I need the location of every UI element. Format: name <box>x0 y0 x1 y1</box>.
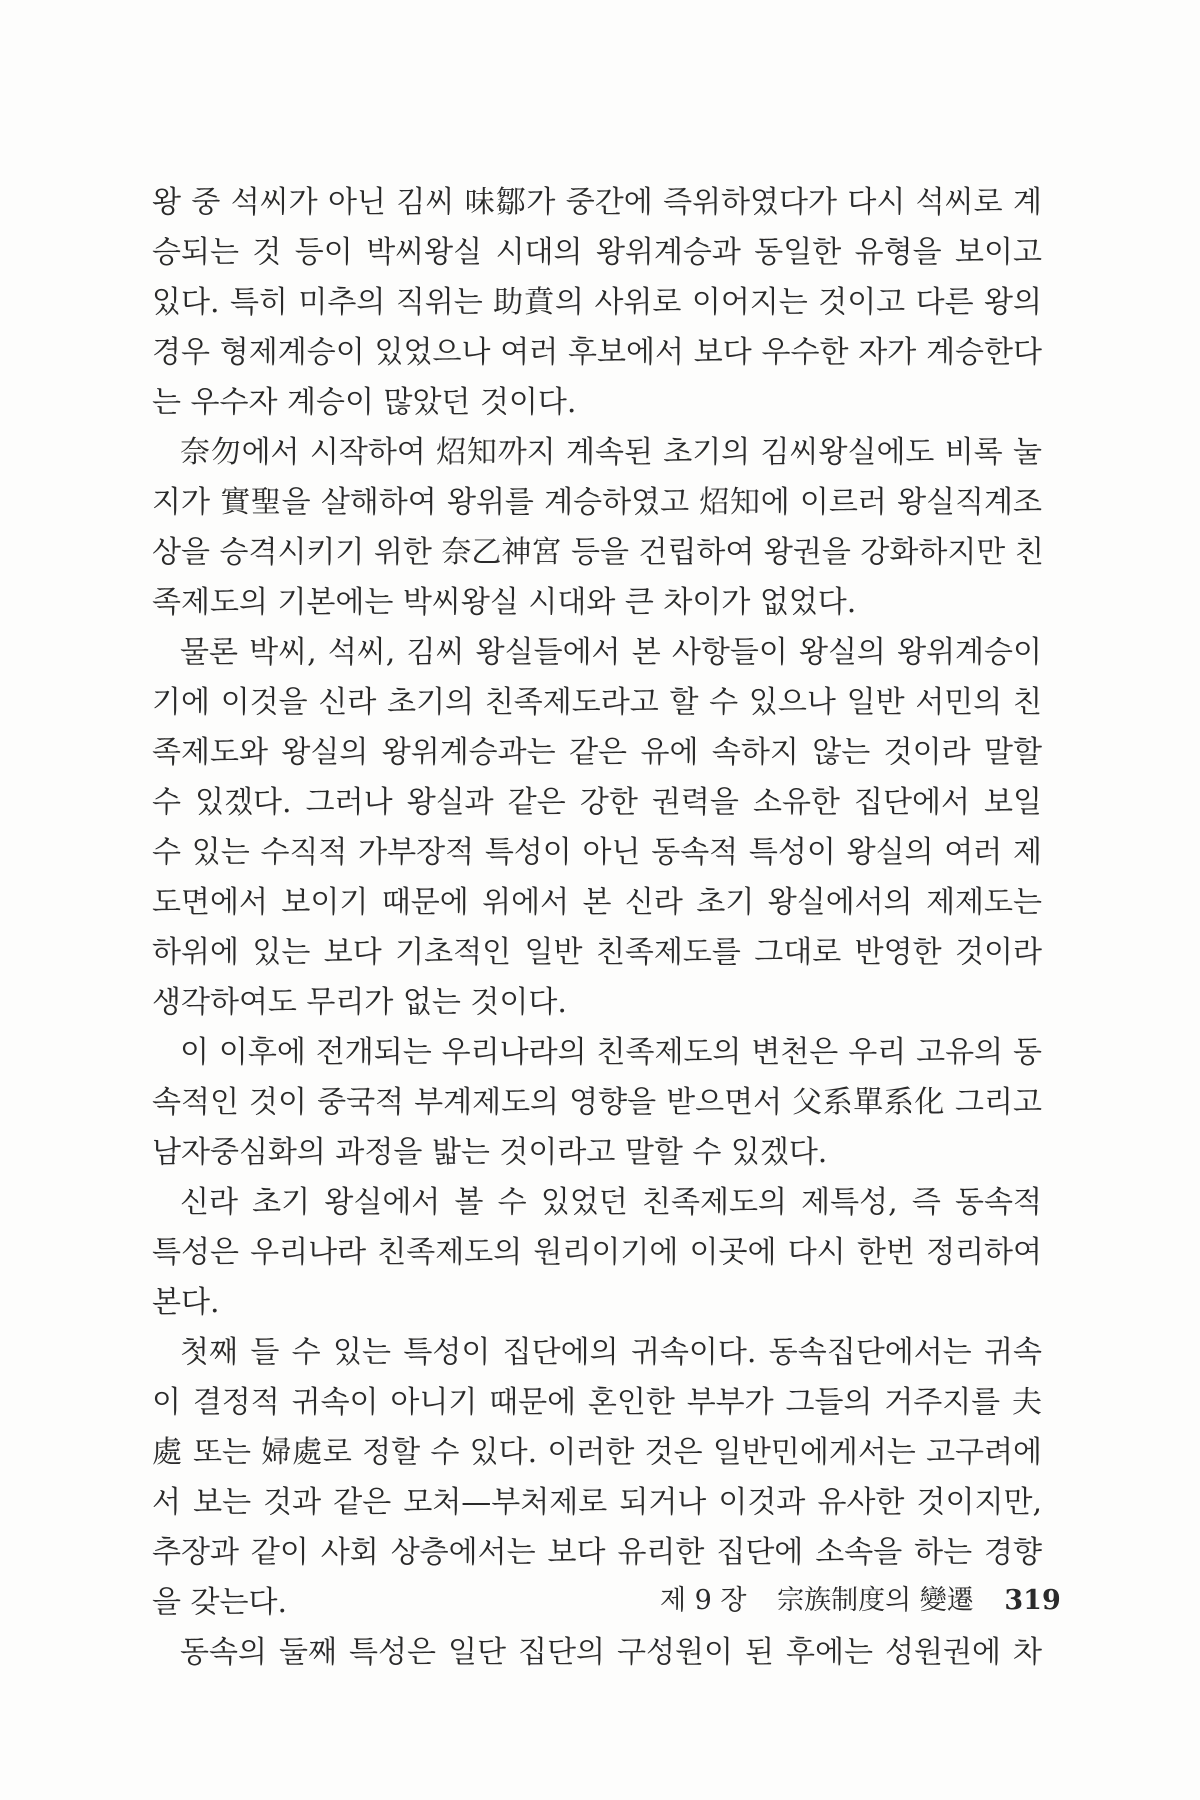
text-line: 본다. <box>152 1285 220 1320</box>
paragraph <box>152 428 1042 628</box>
running-footer <box>660 1578 1061 1617</box>
text-line: 수 있겠다. 그러나 왕실과 같은 강한 권력을 소유한 집단에서 보일 <box>152 785 1042 820</box>
text-line: 왕 중 석씨가 아닌 김씨 味鄒가 중간에 즉위하였다가 다시 석씨로 계 <box>152 185 1042 220</box>
text-line: 특성은 우리나라 친족제도의 원리이기에 이곳에 다시 한번 정리하여 <box>152 1235 1042 1270</box>
page-number: 319 <box>1004 1585 1061 1616</box>
text-line: 하위에 있는 보다 기초적인 일반 친족제도를 그대로 반영한 것이라 <box>152 935 1042 970</box>
text-line: 생각하여도 무리가 없는 것이다. <box>152 985 567 1020</box>
text-line: 상을 승격시키기 위한 奈乙神宮 등을 건립하여 왕권을 강화하지만 친 <box>152 535 1044 570</box>
text-line: 신라 초기 왕실에서 볼 수 있었던 친족제도의 제특성, 즉 동속적 <box>180 1185 1042 1220</box>
text-line: 첫째 들 수 있는 특성이 집단에의 귀속이다. 동속집단에서는 귀속 <box>180 1335 1042 1370</box>
text-line: 서 보는 것과 같은 모처—부처제로 되거나 이것과 유사한 것이지만, <box>152 1485 1042 1520</box>
chapter-title: 宗族制度의 變遷 <box>777 1585 974 1616</box>
text-line: 있다. 특히 미추의 직위는 助賁의 사위로 이어지는 것이고 다른 왕의 <box>152 285 1042 320</box>
text-line: 물론 박씨, 석씨, 김씨 왕실들에서 본 사항들이 왕실의 왕위계승이 <box>180 635 1042 670</box>
text-line: 奈勿에서 시작하여 炤知까지 계속된 초기의 김씨왕실에도 비록 눌 <box>180 435 1042 470</box>
text-line: 수 있는 수직적 가부장적 특성이 아닌 동속적 특성이 왕실의 여러 제 <box>152 835 1042 870</box>
paragraph <box>152 1628 1042 1678</box>
text-line: 추장과 같이 사회 상층에서는 보다 유리한 집단에 소속을 하는 경향 <box>152 1535 1042 1570</box>
paragraph <box>152 1178 1042 1328</box>
paragraph <box>152 178 1042 428</box>
text-line: 을 갖는다. <box>152 1585 287 1620</box>
text-line: 경우 형제계승이 있었으나 여러 후보에서 보다 우수한 자가 계승한다 <box>152 335 1042 370</box>
text-line: 도면에서 보이기 때문에 위에서 본 신라 초기 왕실에서의 제제도는 <box>152 885 1042 920</box>
text-line: 동속의 둘째 특성은 일단 집단의 구성원이 된 후에는 성원권에 차 <box>180 1635 1042 1670</box>
paragraph <box>152 1028 1042 1178</box>
text-line: 지가 實聖을 살해하여 왕위를 계승하였고 炤知에 이르러 왕실직계조 <box>152 485 1042 520</box>
text-line: 이 이후에 전개되는 우리나라의 친족제도의 변천은 우리 고유의 동 <box>180 1035 1042 1070</box>
paragraph <box>152 628 1042 1028</box>
text-line: 족제도와 왕실의 왕위계승과는 같은 유에 속하지 않는 것이라 말할 <box>152 735 1042 770</box>
text-line: 승되는 것 등이 박씨왕실 시대의 왕위계승과 동일한 유형을 보이고 <box>152 235 1042 270</box>
text-line: 속적인 것이 중국적 부계제도의 영향을 받으면서 父系單系化 그리고 <box>152 1085 1042 1120</box>
text-line: 기에 이것을 신라 초기의 친족제도라고 할 수 있으나 일반 서민의 친 <box>152 685 1042 720</box>
body-text <box>152 178 1042 1678</box>
text-line: 남자중심화의 과정을 밟는 것이라고 말할 수 있겠다. <box>152 1135 828 1170</box>
text-line: 족제도의 기본에는 박씨왕실 시대와 큰 차이가 없었다. <box>152 585 857 620</box>
chapter-label: 제 9 장 <box>660 1585 747 1616</box>
text-line: 處 또는 婦處로 정할 수 있다. 이러한 것은 일반민에게서는 고구려에 <box>152 1435 1042 1470</box>
text-line: 는 우수자 계승이 많았던 것이다. <box>152 385 577 420</box>
text-line: 이 결정적 귀속이 아니기 때문에 혼인한 부부가 그들의 거주지를 夫 <box>152 1385 1042 1420</box>
